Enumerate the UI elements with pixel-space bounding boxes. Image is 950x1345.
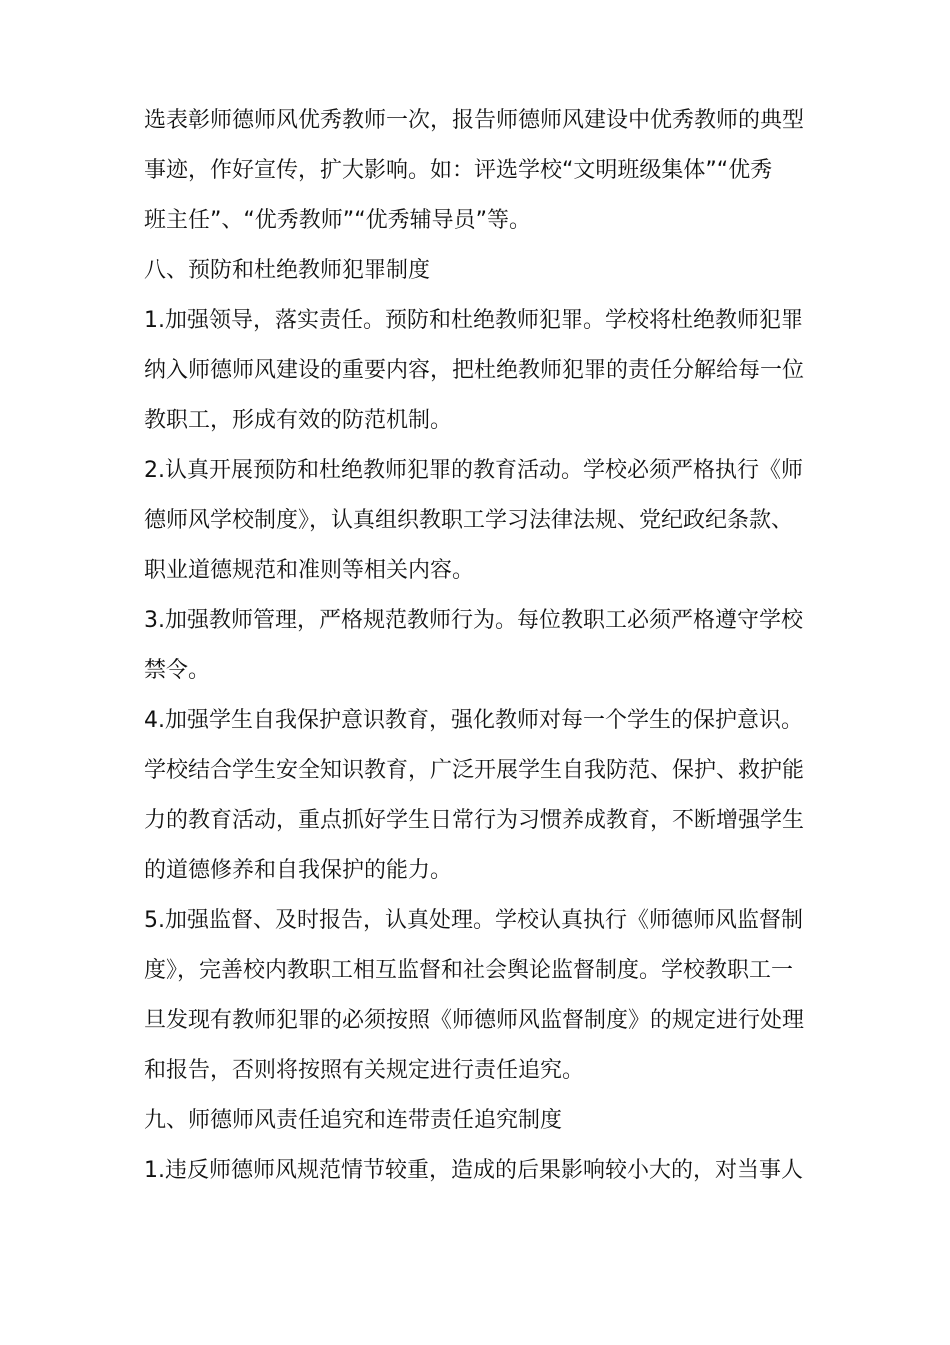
text-line: 选表彰师德师风优秀教师一次，报告师德师风建设中优秀教师的典型: [144, 108, 805, 133]
text-line: 职业道德规范和准则等相关内容。: [144, 558, 475, 583]
text-line: 禁令。: [144, 658, 211, 683]
text-line: 旦发现有教师犯罪的必须按照《师德师风监督制度》的规定进行处理: [144, 1008, 805, 1033]
text-line: 纳入师德师风建设的重要内容，把杜绝教师犯罪的责任分解给每一位: [144, 358, 805, 383]
text-line: 事迹，作好宣传，扩大影响。如：评选学校“文明班级集体”“优秀: [144, 158, 773, 183]
section-heading: 九、师德师风责任追究和连带责任追究制度: [144, 1108, 563, 1133]
text-line: 班主任”、“优秀教师”“优秀辅导员”等。: [144, 208, 531, 233]
text-line: 教职工，形成有效的防范机制。: [144, 408, 453, 433]
text-line: 1.违反师德师风规范情节较重，造成的后果影响较小大的，对当事人: [144, 1158, 803, 1183]
text-line: 和报告，否则将按照有关规定进行责任追究。: [144, 1058, 585, 1083]
text-line: 度》，完善校内教职工相互监督和社会舆论监督制度。学校教职工一: [144, 958, 794, 983]
text-line: 3.加强教师管理，严格规范教师行为。每位教职工必须严格遵守学校: [144, 608, 803, 633]
text-line: 5.加强监督、及时报告，认真处理。学校认真执行《师德师风监督制: [144, 908, 803, 933]
text-line: 4.加强学生自我保护意识教育，强化教师对每一个学生的保护意识。: [144, 708, 803, 733]
text-line: 力的教育活动，重点抓好学生日常行为习惯养成教育，不断增强学生: [144, 808, 805, 833]
text-line: 的道德修养和自我保护的能力。: [144, 858, 453, 883]
section-heading: 八、预防和杜绝教师犯罪制度: [144, 258, 431, 283]
text-line: 2.认真开展预防和杜绝教师犯罪的教育活动。学校必须严格执行《师: [144, 458, 803, 483]
text-line: 1.加强领导，落实责任。预防和杜绝教师犯罪。学校将杜绝教师犯罪: [144, 308, 803, 333]
text-line: 学校结合学生安全知识教育，广泛开展学生自我防范、保护、救护能: [144, 758, 805, 783]
document-body: [144, 96, 824, 1196]
text-line: 德师风学校制度》，认真组织教职工学习法律法规、党纪政纪条款、: [144, 508, 794, 533]
